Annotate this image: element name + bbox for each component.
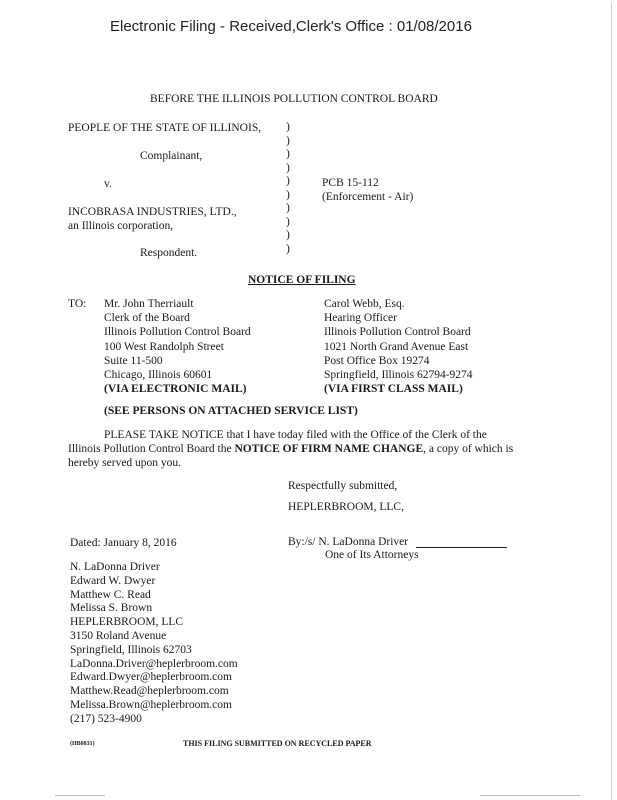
service-list-note: (SEE PERSONS ON ATTACHED SERVICE LIST) xyxy=(104,405,358,417)
complainant-name: PEOPLE OF THE STATE OF ILLINOIS, xyxy=(68,122,262,134)
caption-paren-column xyxy=(286,121,290,256)
contact-line: Matthew C. Read xyxy=(70,588,151,601)
contact-line: 3150 Roland Avenue xyxy=(70,629,167,642)
contact-line: N. LaDonna Driver xyxy=(70,561,160,573)
recipient-right-block xyxy=(324,297,473,396)
footer-scan-mark xyxy=(55,795,105,796)
caption-paren: ) xyxy=(286,134,290,147)
footer-document-code: (HB0831) xyxy=(70,741,95,747)
respondent-description: an Illinois corporation, xyxy=(68,220,174,232)
respondent-name: INCOBRASA INDUSTRIES, LTD., xyxy=(68,206,237,218)
signature-by-line: By:/s/ N. LaDonna Driver xyxy=(288,536,409,548)
dated-line: Dated: January 8, 2016 xyxy=(70,537,177,549)
recipient-right-line: 1021 North Grand Avenue East xyxy=(324,340,469,353)
recipient-right-line: Post Office Box 19274 xyxy=(324,354,430,367)
caption-paren: ) xyxy=(286,229,290,241)
recipient-left-line: Suite 11-500 xyxy=(104,354,163,367)
recipient-left-line: Mr. John Therriault xyxy=(104,298,194,310)
recipient-right-line: Illinois Pollution Control Board xyxy=(324,326,471,339)
contact-line: Edward W. Dwyer xyxy=(70,574,156,587)
complainant-role: Complainant, xyxy=(140,150,203,162)
recipient-left-line: Chicago, Illinois 60601 xyxy=(104,369,213,382)
contact-email: LaDonna.Driver@heplerbroom.com xyxy=(70,657,238,670)
to-label: TO: xyxy=(68,298,87,310)
footer-scan-mark xyxy=(480,795,580,796)
recipient-left-line: Clerk of the Board xyxy=(104,312,190,325)
closing: Respectfully submitted, xyxy=(288,480,398,492)
footer-recycled-notice: THIS FILING SUBMITTED ON RECYCLED PAPER xyxy=(183,739,372,748)
caption-paren: ) xyxy=(286,242,290,255)
recipient-right-line: Springfield, Illinois 62794-9274 xyxy=(324,369,473,382)
notice-title: NOTICE OF FILING xyxy=(248,274,356,286)
body-line-1: PLEASE TAKE NOTICE that I have today filed with the Office of the Clerk of the xyxy=(104,429,487,441)
caption-paren: ) xyxy=(286,202,290,214)
contact-email: Melissa.Brown@heplerbroom.com xyxy=(70,698,232,711)
signature-underline xyxy=(416,547,507,548)
recipient-right-delivery: (VIA FIRST CLASS MAIL) xyxy=(324,383,463,396)
caption-paren: ) xyxy=(286,188,290,201)
recipient-right-line: Carol Webb, Esq. xyxy=(324,298,405,310)
contact-block xyxy=(70,561,238,727)
body-line-3: hereby served upon you. xyxy=(68,457,182,469)
contact-line: Springfield, Illinois 62703 xyxy=(70,643,192,656)
recipient-left-delivery: (VIA ELECTRONIC MAIL) xyxy=(104,383,247,396)
case-type: (Enforcement - Air) xyxy=(322,191,414,203)
caption-paren: ) xyxy=(286,148,290,160)
contact-phone: (217) 523-4900 xyxy=(70,712,142,725)
electronic-filing-stamp: Electronic Filing - Received,Clerk's Office : 01/08/2016 xyxy=(110,18,472,35)
body-line-2-end: , a copy of which is xyxy=(423,443,514,455)
versus-label: v. xyxy=(104,178,112,190)
recipient-right-line: Hearing Officer xyxy=(324,312,397,325)
caption-paren: ) xyxy=(286,175,290,187)
body-line-2 xyxy=(68,442,513,456)
caption-paren: ) xyxy=(286,161,290,174)
body-line-2-start: Illinois Pollution Control Board the xyxy=(68,443,235,455)
recipient-left-block xyxy=(104,297,251,396)
contact-email: Edward.Dwyer@heplerbroom.com xyxy=(70,671,232,684)
contact-email: Matthew.Read@heplerbroom.com xyxy=(70,685,229,698)
caption-paren: ) xyxy=(286,121,290,133)
recipient-left-line: Illinois Pollution Control Board xyxy=(104,326,251,339)
page-edge-shadow xyxy=(611,2,612,800)
case-number: PCB 15-112 xyxy=(322,177,379,189)
contact-line: HEPLERBROOM, LLC xyxy=(70,616,184,629)
attorney-caption: One of Its Attorneys xyxy=(325,549,419,561)
caption-paren: ) xyxy=(286,215,290,228)
recipient-left-line: 100 West Randolph Street xyxy=(104,340,224,353)
contact-line: Melissa S. Brown xyxy=(70,602,153,615)
document-title-reference: NOTICE OF FIRM NAME CHANGE xyxy=(234,443,424,455)
firm-signature: HEPLERBROOM, LLC, xyxy=(288,501,404,513)
respondent-role: Respondent. xyxy=(140,247,198,259)
board-title: BEFORE THE ILLINOIS POLLUTION CONTROL BOARD xyxy=(150,93,438,105)
